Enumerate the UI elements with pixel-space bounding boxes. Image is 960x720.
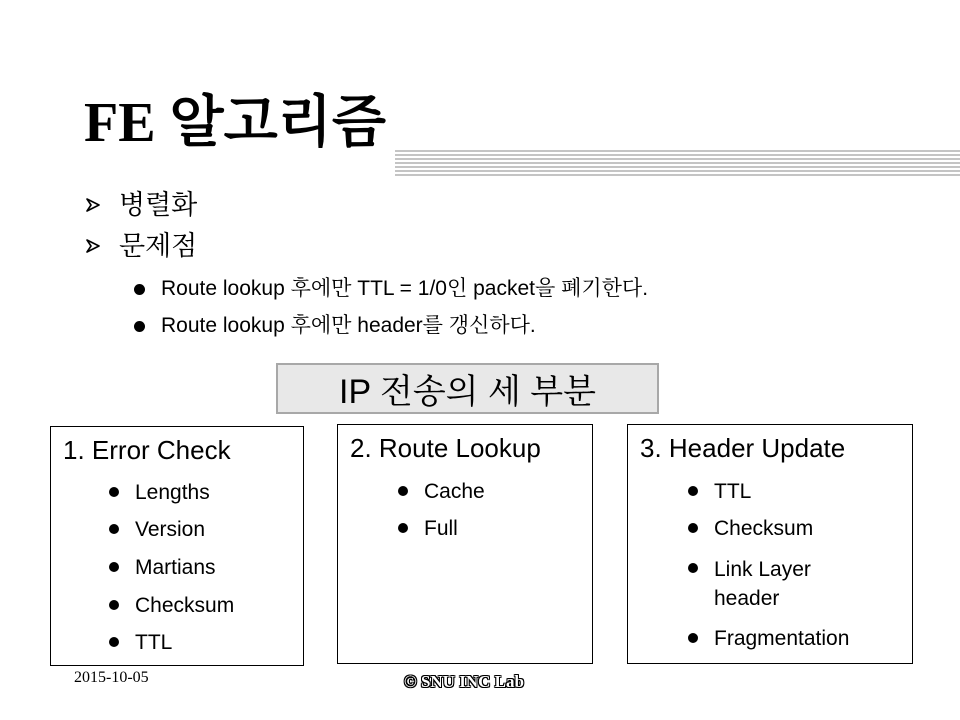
list-item [688,625,849,652]
list-item [688,515,813,542]
title-rule [395,150,960,178]
sub-bullet-item [134,313,536,339]
bullet-item [86,230,197,262]
dot-bullet-icon [688,633,698,643]
bullet-text: 문제점 [119,231,198,261]
arrow-bullet-icon [86,198,100,212]
header-update-box [627,424,913,664]
dot-bullet-icon [398,486,408,496]
dot-bullet-icon [688,523,698,533]
route-lookup-box [337,424,593,664]
list-item [109,592,234,619]
list-item-text: Version [135,518,206,541]
footer-date: 2015-10-05 [74,669,149,686]
list-item [109,479,210,506]
list-item [688,478,751,505]
list-item [109,629,172,656]
list-item [109,554,216,581]
bullet-item [86,189,197,221]
list-item-text: TTL [135,631,173,654]
list-item [109,516,205,543]
list-item [688,555,888,613]
error-check-box [50,426,304,666]
box-title: 1. Error Check [63,435,231,465]
dot-bullet-icon [109,637,119,647]
list-item-text: Full [424,517,458,540]
slide-title: FE 알고리즘 [84,92,386,154]
dot-bullet-icon [109,562,119,572]
dot-bullet-icon [109,600,119,610]
list-item [398,515,458,542]
dot-bullet-icon [134,321,145,332]
arrow-bullet-icon [86,239,100,253]
footer-lab: © SNU INC Lab [404,672,524,691]
sub-bullet-text: Route lookup 후에만 header를 갱신하다. [161,314,536,337]
list-item-text: Fragmentation [714,627,850,650]
list-item-text: Cache [424,480,485,503]
box-title: 3. Header Update [640,433,846,463]
dot-bullet-icon [109,487,119,497]
section-banner: IP 전송의 세 부분 [276,363,659,414]
dot-bullet-icon [134,284,145,295]
dot-bullet-icon [109,524,119,534]
dot-bullet-icon [398,523,408,533]
list-item-text: TTL [714,480,752,503]
box-title: 2. Route Lookup [350,433,541,463]
list-item-text: Lengths [135,481,210,504]
list-item-text: Link Layer header [714,558,811,610]
dot-bullet-icon [688,563,698,573]
list-item-text: Martians [135,556,216,579]
list-item-text: Checksum [714,517,814,540]
dot-bullet-icon [688,486,698,496]
sub-bullet-text: Route lookup 후에만 TTL = 1/0인 packet을 폐기한다. [161,277,649,300]
list-item-text: Checksum [135,594,235,617]
bullet-text: 병렬화 [119,190,198,220]
list-item [398,478,485,505]
sub-bullet-item [134,276,648,302]
